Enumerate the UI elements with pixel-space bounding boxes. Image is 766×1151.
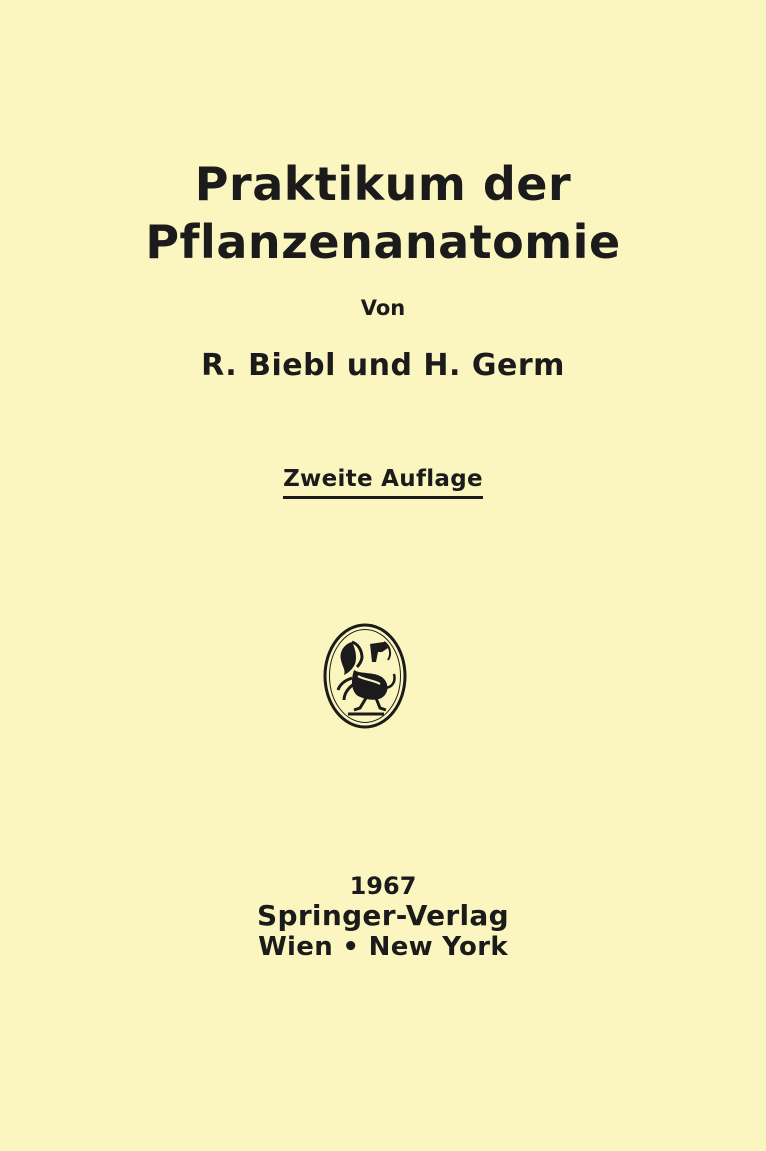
publication-year: 1967 [349,872,417,900]
book-title [0,155,766,271]
publication-place: Wien • New York [258,932,508,962]
authors: R. Biebl und H. Germ [201,348,565,383]
title-line-2: Pflanzenanatomie [145,215,621,269]
title-line-1: Praktikum der [194,157,572,211]
edition-block [0,466,766,499]
edition: Zweite Auflage [283,466,483,499]
springer-knight-logo-icon [322,622,408,730]
byline: Von [360,296,406,320]
publisher: Springer-Verlag [257,899,509,932]
